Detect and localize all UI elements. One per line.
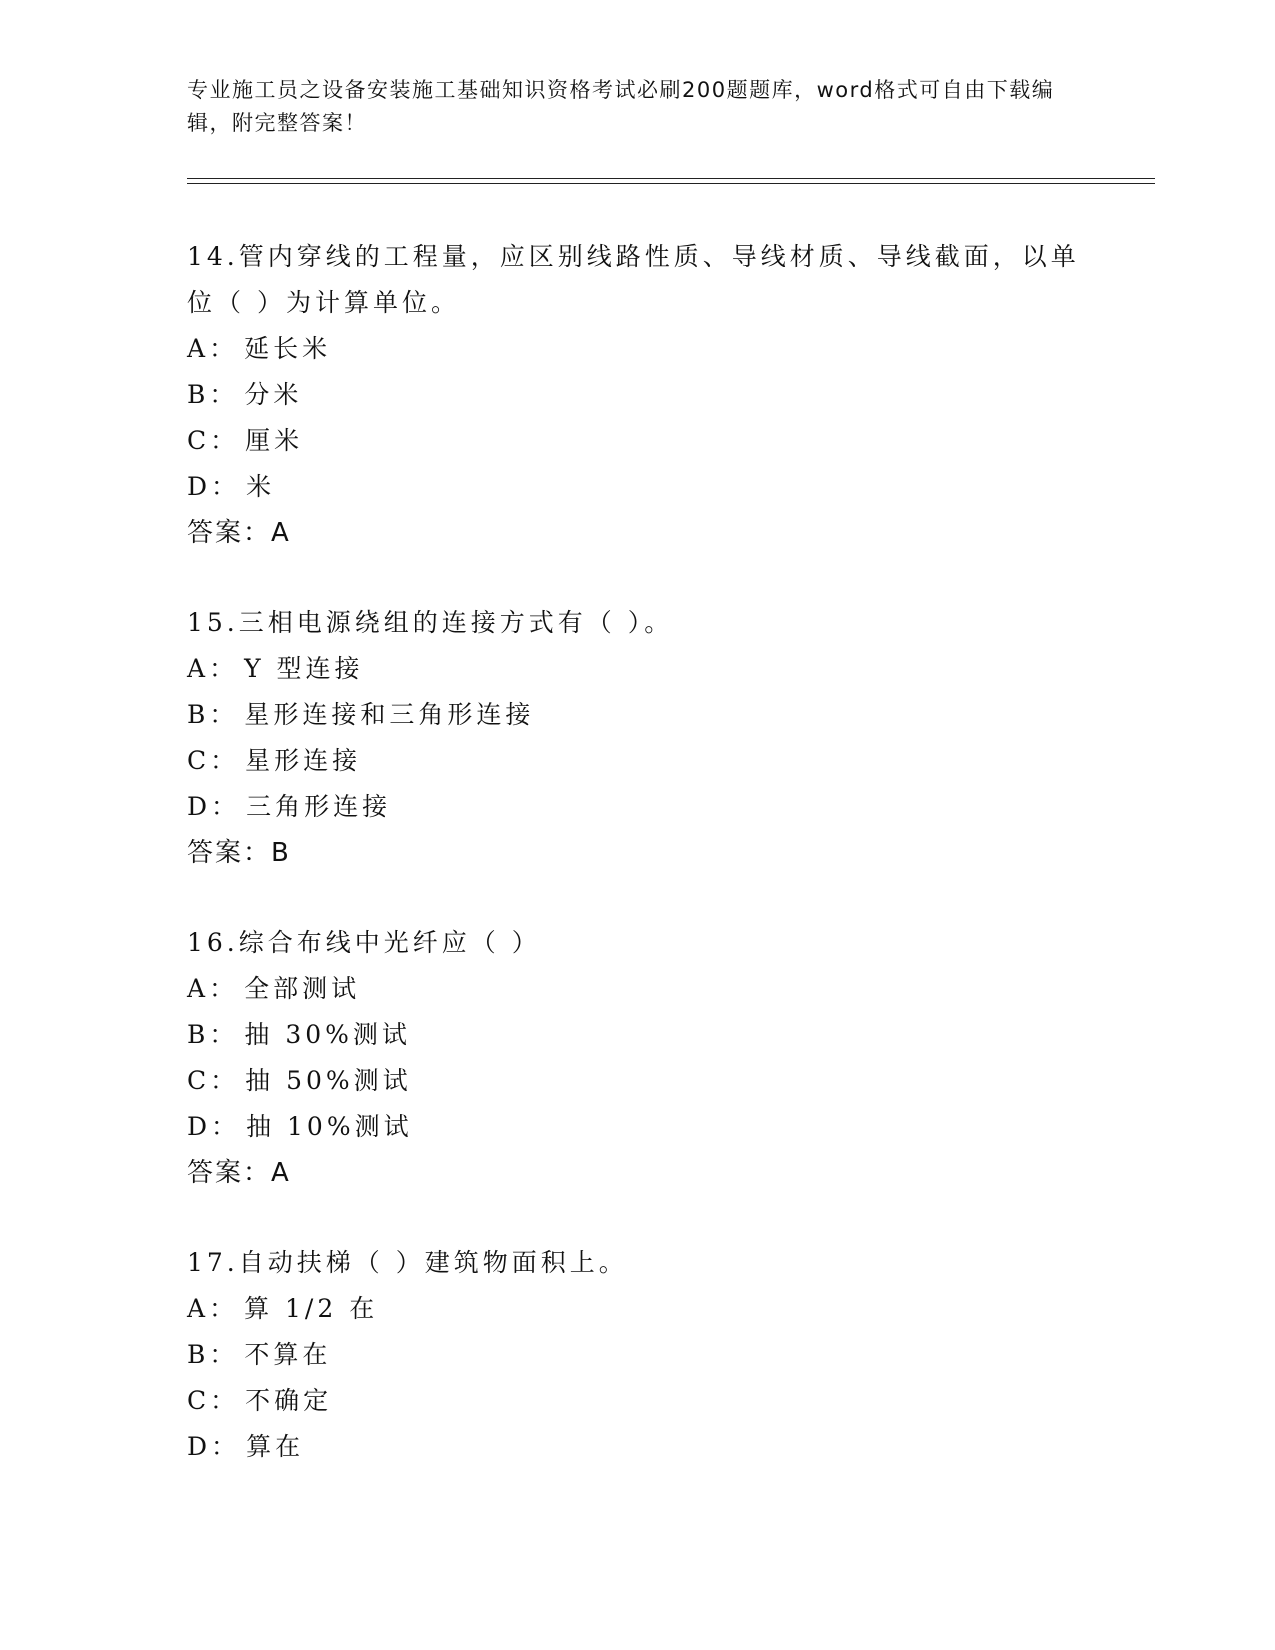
option-separator: ： [209,1020,239,1049]
option-letter: B [187,380,210,409]
option-text: 抽 50%测试 [245,1066,412,1095]
option-separator: ： [211,1432,241,1461]
option-letter: B [187,1340,210,1369]
option-separator: ： [211,1112,241,1141]
option-text: 不算在 [244,1340,332,1369]
answer-line: 答案：A [187,1158,291,1188]
option-a [187,646,1087,692]
option-letter: C [187,1066,211,1095]
option-a [187,966,1087,1012]
question-stem: 17.自动扶梯（ ）建筑物面积上。 [187,1248,628,1277]
document-header: 专业施工员之设备安装施工基础知识资格考试必刷200题题库，word格式可自由下载编辑，附完整答案！ [187,78,1055,135]
option-c [187,1378,1087,1424]
question-15 [187,600,1087,876]
option-letter: C [187,1386,211,1415]
option-separator: ： [209,1294,239,1323]
question-14 [187,234,1087,556]
option-text: 不确定 [245,1386,333,1415]
option-letter: D [187,472,212,501]
option-separator: ： [210,1386,240,1415]
option-separator: ： [210,426,240,455]
option-text: 星形连接和三角形连接 [244,700,535,729]
option-c [187,418,1087,464]
option-separator: ： [209,654,239,683]
answer-line: 答案：B [187,838,291,868]
option-d [187,1104,1087,1150]
option-letter: B [187,700,210,729]
option-separator: ： [211,792,241,821]
option-c [187,738,1087,784]
option-letter: A [187,1294,210,1323]
option-d [187,464,1087,510]
option-separator: ： [209,700,239,729]
option-text: 抽 30%测试 [244,1020,411,1049]
option-text: 抽 10%测试 [246,1112,413,1141]
option-d [187,1424,1087,1470]
option-d [187,784,1087,830]
option-text: 米 [246,472,276,501]
option-text: 分米 [244,380,303,409]
option-c [187,1058,1087,1104]
option-a [187,326,1087,372]
option-text: Y 型连接 [244,654,364,683]
option-b [187,1332,1087,1378]
option-b [187,1012,1087,1058]
option-separator: ： [210,746,240,775]
option-text: 厘米 [245,426,304,455]
option-letter: A [187,654,210,683]
option-text: 星形连接 [245,746,362,775]
option-letter: A [187,334,210,363]
option-separator: ： [209,334,239,363]
header-divider-top [187,178,1155,179]
option-a [187,1286,1087,1332]
option-letter: D [187,1432,212,1461]
option-text: 全部测试 [244,974,361,1003]
answer-line: 答案：A [187,518,291,548]
option-text: 算在 [246,1432,305,1461]
question-17 [187,1240,1087,1470]
option-b [187,692,1087,738]
option-separator: ： [209,380,239,409]
option-letter: C [187,426,211,455]
option-letter: C [187,746,211,775]
option-letter: D [187,1112,212,1141]
question-stem: 14.管内穿线的工程量，应区别线路性质、导线材质、导线截面，以单位（ ）为计算单位。 [187,242,1080,317]
option-text: 延长米 [244,334,332,363]
option-b [187,372,1087,418]
option-separator: ： [209,1340,239,1369]
option-letter: B [187,1020,210,1049]
option-text: 算 1/2 在 [244,1294,379,1323]
option-text: 三角形连接 [246,792,392,821]
question-stem: 15.三相电源绕组的连接方式有（ ）。 [187,608,674,637]
header-divider-bottom [187,183,1155,184]
option-separator: ： [210,1066,240,1095]
option-letter: D [187,792,212,821]
option-separator: ： [209,974,239,1003]
question-stem: 16.综合布线中光纤应（ ） [187,928,541,957]
question-16 [187,920,1087,1196]
option-separator: ： [211,472,241,501]
option-letter: A [187,974,210,1003]
